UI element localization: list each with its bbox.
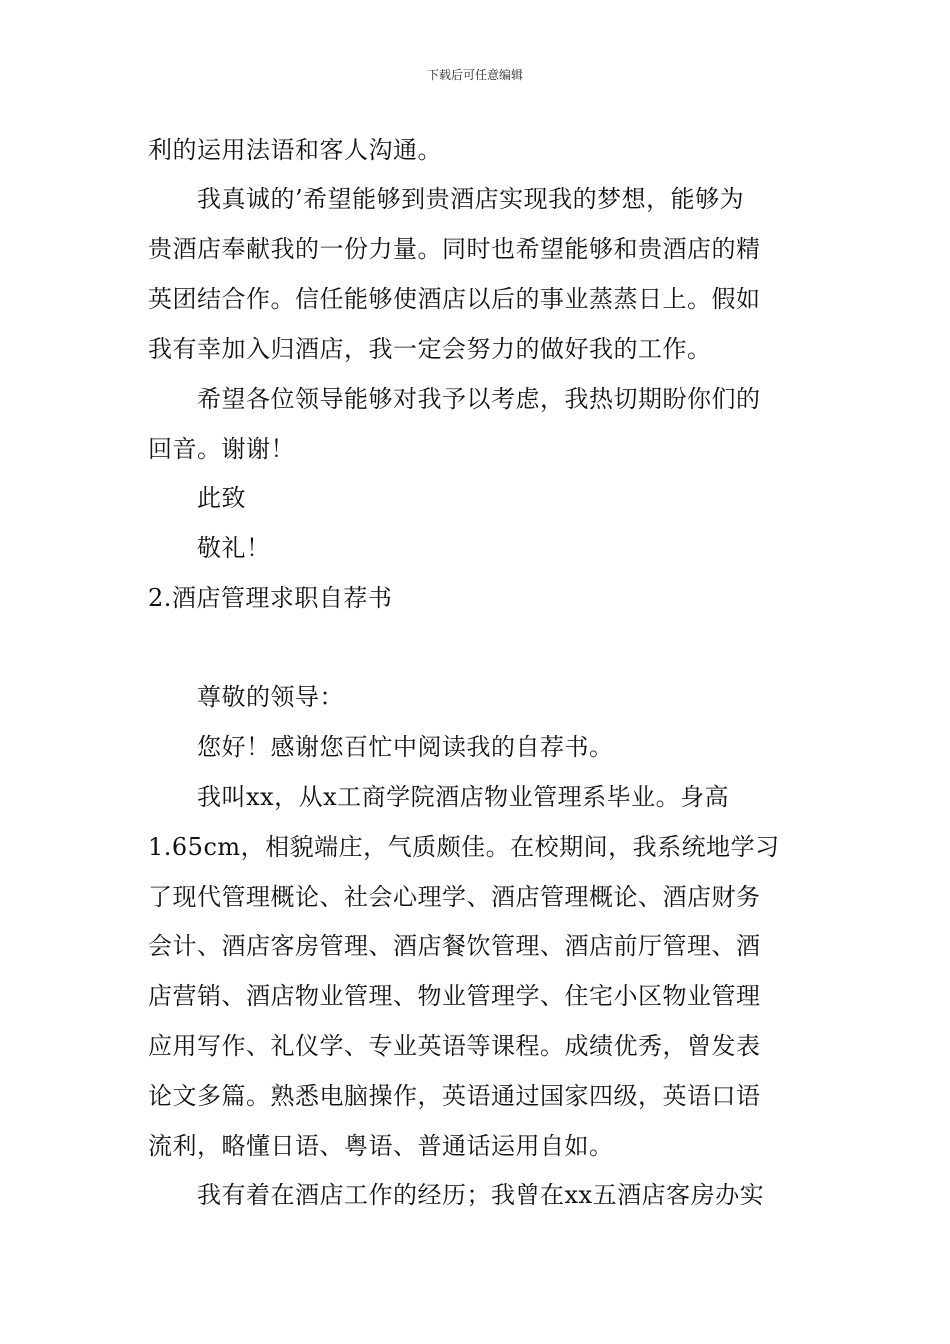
text-line: 希望各位领导能够对我予以考虑，我热切期盼你们的 [197, 385, 761, 413]
text-line: 论文多篇。熟悉电脑操作，英语通过国家四级，英语口语 [148, 1082, 761, 1110]
text-line: 利的运用法语和客人沟通。 [148, 136, 442, 164]
text-line: 我叫xx，从x工商学院酒店物业管理系毕业。身高 [197, 783, 730, 811]
text-line: 此致 [197, 484, 246, 512]
text-line: 贵酒店奉献我的一份力量。同时也希望能够和贵酒店的精 [148, 235, 761, 263]
text-line: 敬礼！ [197, 534, 271, 562]
salutation: 尊敬的领导： [197, 683, 344, 711]
header-note: 下载后可任意编辑 [426, 68, 523, 82]
text-line: 流利，略懂日语、粤语、普通话运用自如。 [148, 1132, 614, 1160]
text-line: 我有着在酒店工作的经历；我曾在xx五酒店客房办实 [197, 1181, 765, 1209]
text-line: 了现代管理概论、社会心理学、酒店管理概论、酒店财务 [148, 883, 761, 911]
text-line: 应用写作、礼仪学、专业英语等课程。成绩优秀，曾发表 [148, 1032, 761, 1060]
text-line: 会计、酒店客房管理、酒店餐饮管理、酒店前厅管理、酒 [148, 932, 761, 960]
text-line: 1.65cm，相貌端庄，气质颇佳。在校期间，我系统地学习 [148, 833, 780, 861]
text-line: 英团结合作。信任能够使酒店以后的事业蒸蒸日上。假如 [148, 285, 761, 313]
text-line: 我有幸加入归酒店，我一定会努力的做好我的工作。 [148, 335, 712, 363]
text-line: 回音。谢谢！ [148, 435, 295, 463]
text-line: 店营销、酒店物业管理、物业管理学、住宅小区物业管理 [148, 982, 761, 1010]
text-line: 我真诚的’希望能够到贵酒店实现我的梦想，能够为 [197, 185, 745, 213]
section-heading: 2.酒店管理求职自荐书 [148, 584, 393, 612]
text-line: 您好！感谢您百忙中阅读我的自荐书。 [197, 733, 614, 761]
